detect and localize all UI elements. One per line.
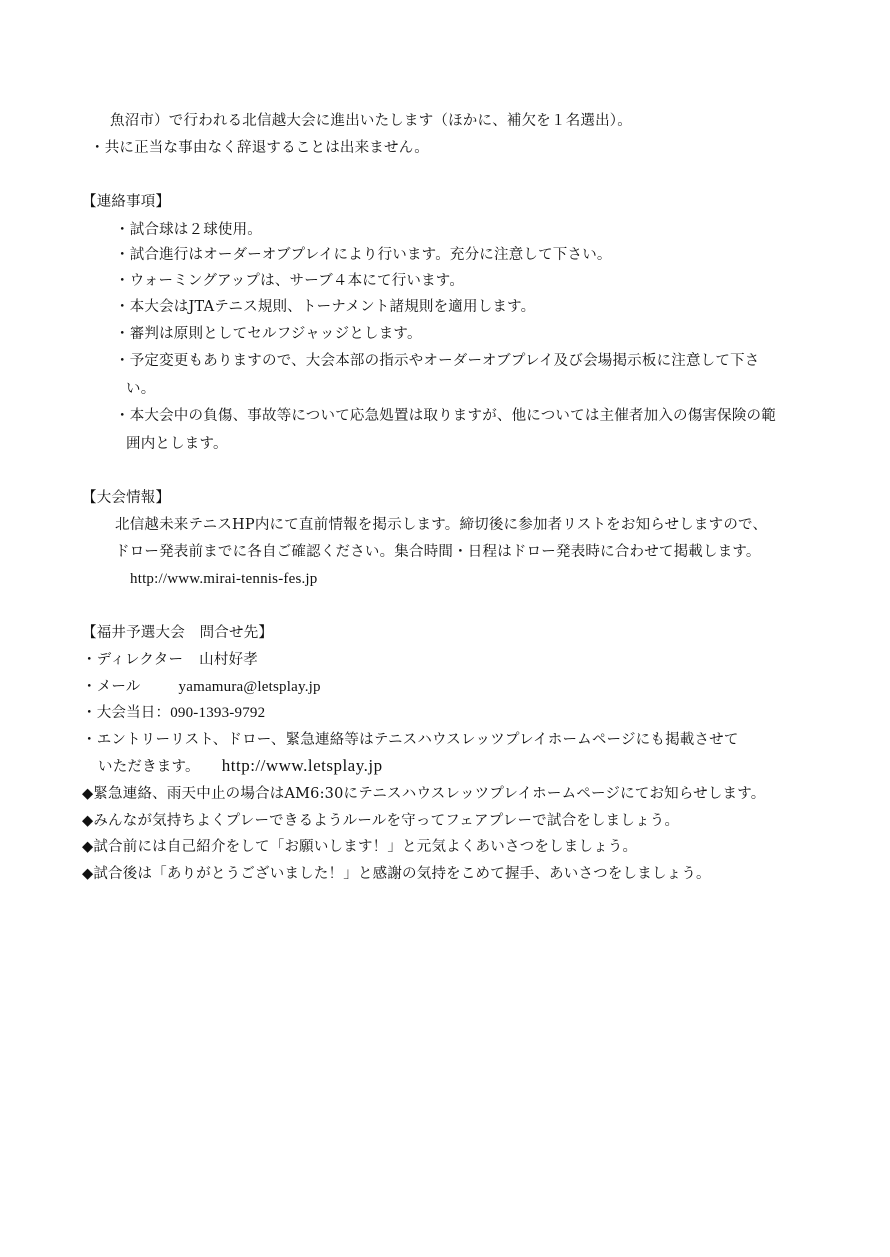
bullet-greeting-after: ◆試合後は「ありがとうございました！」と感謝の気持をこめて握手、あいさつをしましょう。 [82, 866, 711, 882]
notices-heading: 【連絡事項】 [82, 194, 171, 210]
notice-item-4: ・本大会はJTAテニス規則、トーナメント諸規則を適用します。 [115, 299, 536, 315]
contact-day-phone [82, 704, 265, 722]
intro-line-1: 魚沼市）で行われる北信越大会に進出いたします（ほかに、補欠を１名選出）。 [110, 113, 632, 129]
entry-line-2-text: いただきます。 [98, 759, 200, 775]
director-label: ・ディレクター [82, 652, 184, 668]
day-label: ・大会当日： [82, 705, 171, 721]
mail-label: ・メール [82, 679, 141, 695]
contact-mail [82, 678, 321, 696]
contact-director [82, 651, 258, 669]
director-name: 山村好孝 [199, 652, 258, 668]
info-heading: 【大会情報】 [82, 490, 171, 506]
notice-item-1: ・試合球は２球使用。 [115, 222, 262, 238]
notice-item-6-line-1: ・予定変更もありますので、大会本部の指示やオーダーオブプレイ及び会場掲示板に注意して下さ [115, 353, 760, 369]
notice-item-2: ・試合進行はオーダーオブプレイにより行います。充分に注意して下さい。 [115, 247, 612, 263]
day-phone-number: 090-1393-9792 [170, 705, 266, 721]
contact-entry-line-1: ・エントリーリスト、ドロー、緊急連絡等はテニスハウスレッツプレイホームページにも掲載させて [82, 732, 739, 748]
letsplay-url-link[interactable]: http://www.letsplay.jp [221, 756, 383, 775]
contact-heading: 【福井予選大会 問合せ先】 [82, 625, 274, 641]
notice-item-5: ・審判は原則としてセルフジャッジとします。 [115, 326, 422, 342]
notice-item-7-line-1: ・本大会中の負傷、事故等について応急処置は取りますが、他については主催者加入の傷害保険の範 [115, 408, 776, 424]
info-url-link[interactable]: http://www.mirai-tennis-fes.jp [130, 571, 318, 587]
notice-item-3: ・ウォーミングアップは、サーブ４本にて行います。 [115, 273, 465, 289]
bullet-emergency: ◆緊急連絡、雨天中止の場合はAM6:30にテニスハウスレッツプレイホームページにてお知らせします。 [82, 786, 766, 802]
intro-line-2: ・共に正当な事由なく辞退することは出来ません。 [90, 140, 429, 156]
bullet-greeting-before: ◆試合前には自己紹介をして「お願いします！」と元気よくあいさつをしましょう。 [82, 839, 638, 855]
contact-entry-line-2 [98, 757, 383, 776]
notice-item-6-line-2: い。 [126, 381, 156, 397]
mail-address-link[interactable]: yamamura@letsplay.jp [178, 679, 321, 695]
notice-item-7-line-2: 囲内とします。 [126, 436, 228, 452]
info-line-1: 北信越未来テニスHP内にて直前情報を掲示します。締切後に参加者リストをお知らせしますので、 [115, 517, 768, 533]
bullet-fair-play: ◆みんなが気持ちよくプレーできるようルールを守ってフェアプレーで試合をしましょう。 [82, 813, 680, 829]
info-line-2: ドロー発表前までに各自ご確認ください。集合時間・日程はドロー発表時に合わせて掲載します。 [115, 544, 761, 560]
